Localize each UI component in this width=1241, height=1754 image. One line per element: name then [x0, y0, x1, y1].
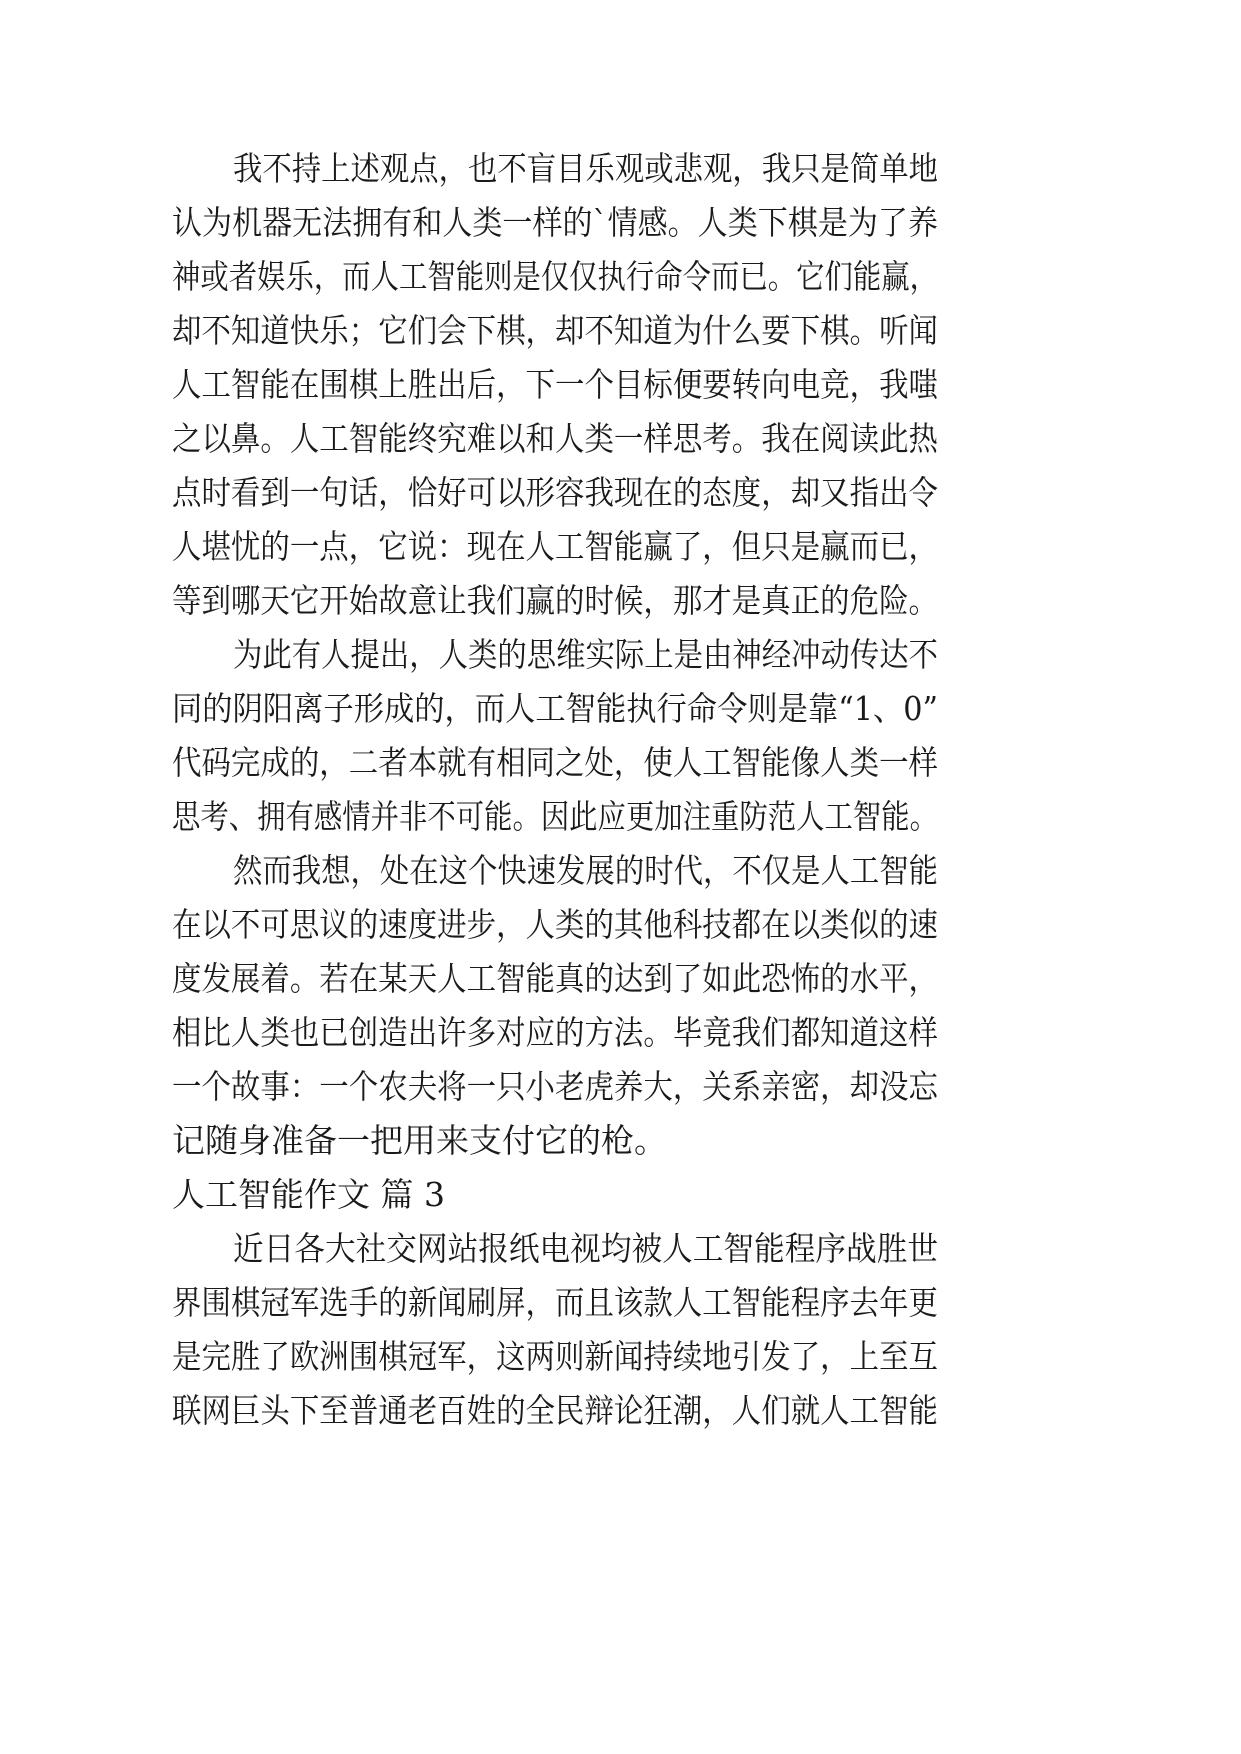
text-line: 思考、拥有感情并非不可能。因此应更加注重防范人工智能。 [172, 797, 938, 836]
text-line: 人堪忧的一点，它说：现在人工智能赢了，但只是赢而已， [172, 527, 938, 566]
section-heading: 人工智能作文 篇 3 [172, 1175, 445, 1214]
text-line: 为此有人提出，人类的思维实际上是由神经冲动传达不 [233, 635, 938, 674]
text-line: 我不持上述观点，也不盲目乐观或悲观，我只是简单地 [233, 149, 938, 188]
text-line: 是完胜了欧洲围棋冠军，这两则新闻持续地引发了，上至互 [172, 1337, 938, 1376]
text-line: 人工智能在围棋上胜出后，下一个目标便要转向电竞，我嗤 [172, 365, 938, 404]
text-line: 点时看到一句话，恰好可以形容我现在的态度，却又指出令 [172, 473, 938, 512]
text-line: 相比人类也已创造出许多对应的方法。毕竟我们都知道这样 [172, 1013, 938, 1052]
text-line: 等到哪天它开始故意让我们赢的时候，那才是真正的危险。 [172, 581, 938, 620]
text-line: 之以鼻。人工智能终究难以和人类一样思考。我在阅读此热 [172, 419, 938, 458]
text-line: 神或者娱乐，而人工智能则是仅仅执行命令而已。它们能赢， [172, 257, 938, 296]
text-line: 记随身准备一把用来支付它的枪。 [172, 1121, 667, 1160]
text-line: 在以不可思议的速度进步，人类的其他科技都在以类似的速 [172, 905, 938, 944]
text-line: 界围棋冠军选手的新闻刷屏，而且该款人工智能程序去年更 [172, 1283, 938, 1322]
text-line: 认为机器无法拥有和人类一样的`情感。人类下棋是为了养 [172, 203, 938, 242]
text-line: 同的阴阳离子形成的，而人工智能执行命令则是靠“1、0” [172, 689, 938, 728]
text-line: 然而我想，处在这个快速发展的时代，不仅是人工智能 [233, 851, 938, 890]
text-line: 近日各大社交网站报纸电视均被人工智能程序战胜世 [233, 1229, 938, 1268]
text-line: 代码完成的，二者本就有相同之处，使人工智能像人类一样 [172, 743, 938, 782]
text-line: 度发展着。若在某天人工智能真的达到了如此恐怖的水平， [172, 959, 938, 998]
text-line: 却不知道快乐；它们会下棋，却不知道为什么要下棋。听闻 [172, 311, 938, 350]
text-line: 一个故事：一个农夫将一只小老虎养大，关系亲密，却没忘 [172, 1067, 938, 1106]
text-line: 联网巨头下至普通老百姓的全民辩论狂潮，人们就人工智能 [172, 1391, 938, 1430]
